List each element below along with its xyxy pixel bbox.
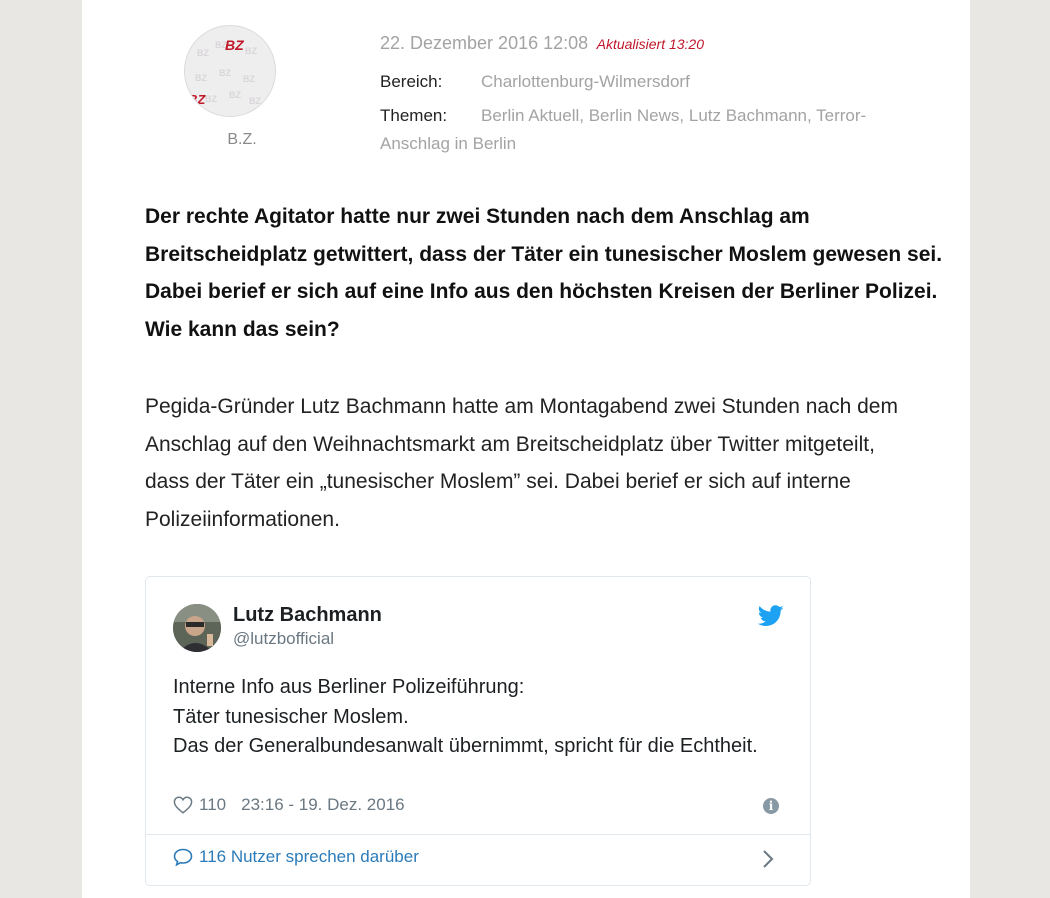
- twitter-bird-icon[interactable]: [758, 605, 784, 627]
- svg-text:BZ: BZ: [225, 37, 244, 53]
- tweet-line-1: Interne Info aus Berliner Polizeiführung:: [173, 676, 525, 698]
- tweet-meta: [173, 795, 405, 815]
- svg-text:BZ: BZ: [219, 68, 231, 78]
- tweet-timestamp[interactable]: 23:16 - 19. Dez. 2016: [241, 795, 405, 814]
- svg-text:BZ: BZ: [205, 94, 217, 104]
- svg-text:BZ: BZ: [188, 92, 206, 107]
- publish-date-line: [380, 33, 900, 54]
- conversation-label[interactable]: 116 Nutzer sprechen darüber: [199, 847, 419, 866]
- article-meta: [380, 33, 900, 153]
- svg-text:BZ: BZ: [249, 96, 261, 106]
- tweet-author-avatar[interactable]: [173, 604, 221, 652]
- themen-row: [380, 102, 900, 158]
- article-lead: Der rechte Agitator hatte nur zwei Stunden nach dem Anschlag am Breitscheidplatz getwittert, dass der Täter ein tunesischer Moslem gewesen sei. Dabei berief er sich auf eine Info aus den höchsten Kreisen der Berliner Polizei. Wie kann das sein?: [145, 205, 943, 341]
- svg-text:BZ: BZ: [229, 90, 241, 100]
- svg-text:BZ: BZ: [197, 48, 209, 58]
- speech-bubble-icon: [173, 848, 193, 866]
- tweet-author-handle[interactable]: @lutzbofficial: [233, 629, 335, 648]
- bz-logo-icon: [184, 25, 276, 117]
- svg-text:BZ: BZ: [243, 74, 255, 84]
- chevron-right-icon[interactable]: [762, 849, 774, 869]
- themen-links[interactable]: Berlin Aktuell, Berlin News, Lutz Bachmann, Terror-Anschlag in Berlin: [380, 106, 867, 153]
- bereich-row: [380, 68, 690, 96]
- embedded-tweet[interactable]: [145, 576, 811, 886]
- tweet-author-name[interactable]: Lutz Bachmann: [233, 604, 382, 626]
- publish-date: 22. Dezember 2016 12:08: [380, 33, 589, 53]
- like-count[interactable]: 110: [199, 795, 227, 814]
- bereich-link[interactable]: Charlottenburg-Wilmersdorf: [481, 72, 690, 91]
- themen-label: Themen:: [380, 106, 448, 125]
- article-body: Pegida-Gründer Lutz Bachmann hatte am Montagabend zwei Stunden nach dem Anschlag auf den Weihnachtsmarkt am Breitscheidplatz über Twitter mitgeteilt, dass der Täter ein „tunesischer Moslem” sei. Dabei berief er sich auf interne Polizeiinformationen.: [145, 395, 898, 531]
- tweet-line-3: Das der Generalbundesanwalt übernimmt, spricht für die Echtheit.: [173, 735, 758, 757]
- svg-text:BZ: BZ: [195, 73, 207, 83]
- tweet-conversation-link[interactable]: [173, 847, 419, 867]
- tweet-line-2: Täter tunesischer Moslem.: [173, 705, 409, 728]
- updated-time: Aktualisiert 13:20: [596, 36, 705, 52]
- author-name[interactable]: B.Z.: [227, 131, 257, 148]
- tweet-text: [173, 673, 773, 762]
- svg-text:BZ: BZ: [245, 46, 257, 56]
- tweet-divider: [146, 834, 810, 835]
- heart-icon[interactable]: [173, 796, 193, 814]
- svg-text:BZ: BZ: [215, 40, 227, 50]
- info-icon[interactable]: i: [763, 798, 779, 814]
- bereich-label: Bereich:: [380, 72, 443, 91]
- article-page: [82, 0, 970, 898]
